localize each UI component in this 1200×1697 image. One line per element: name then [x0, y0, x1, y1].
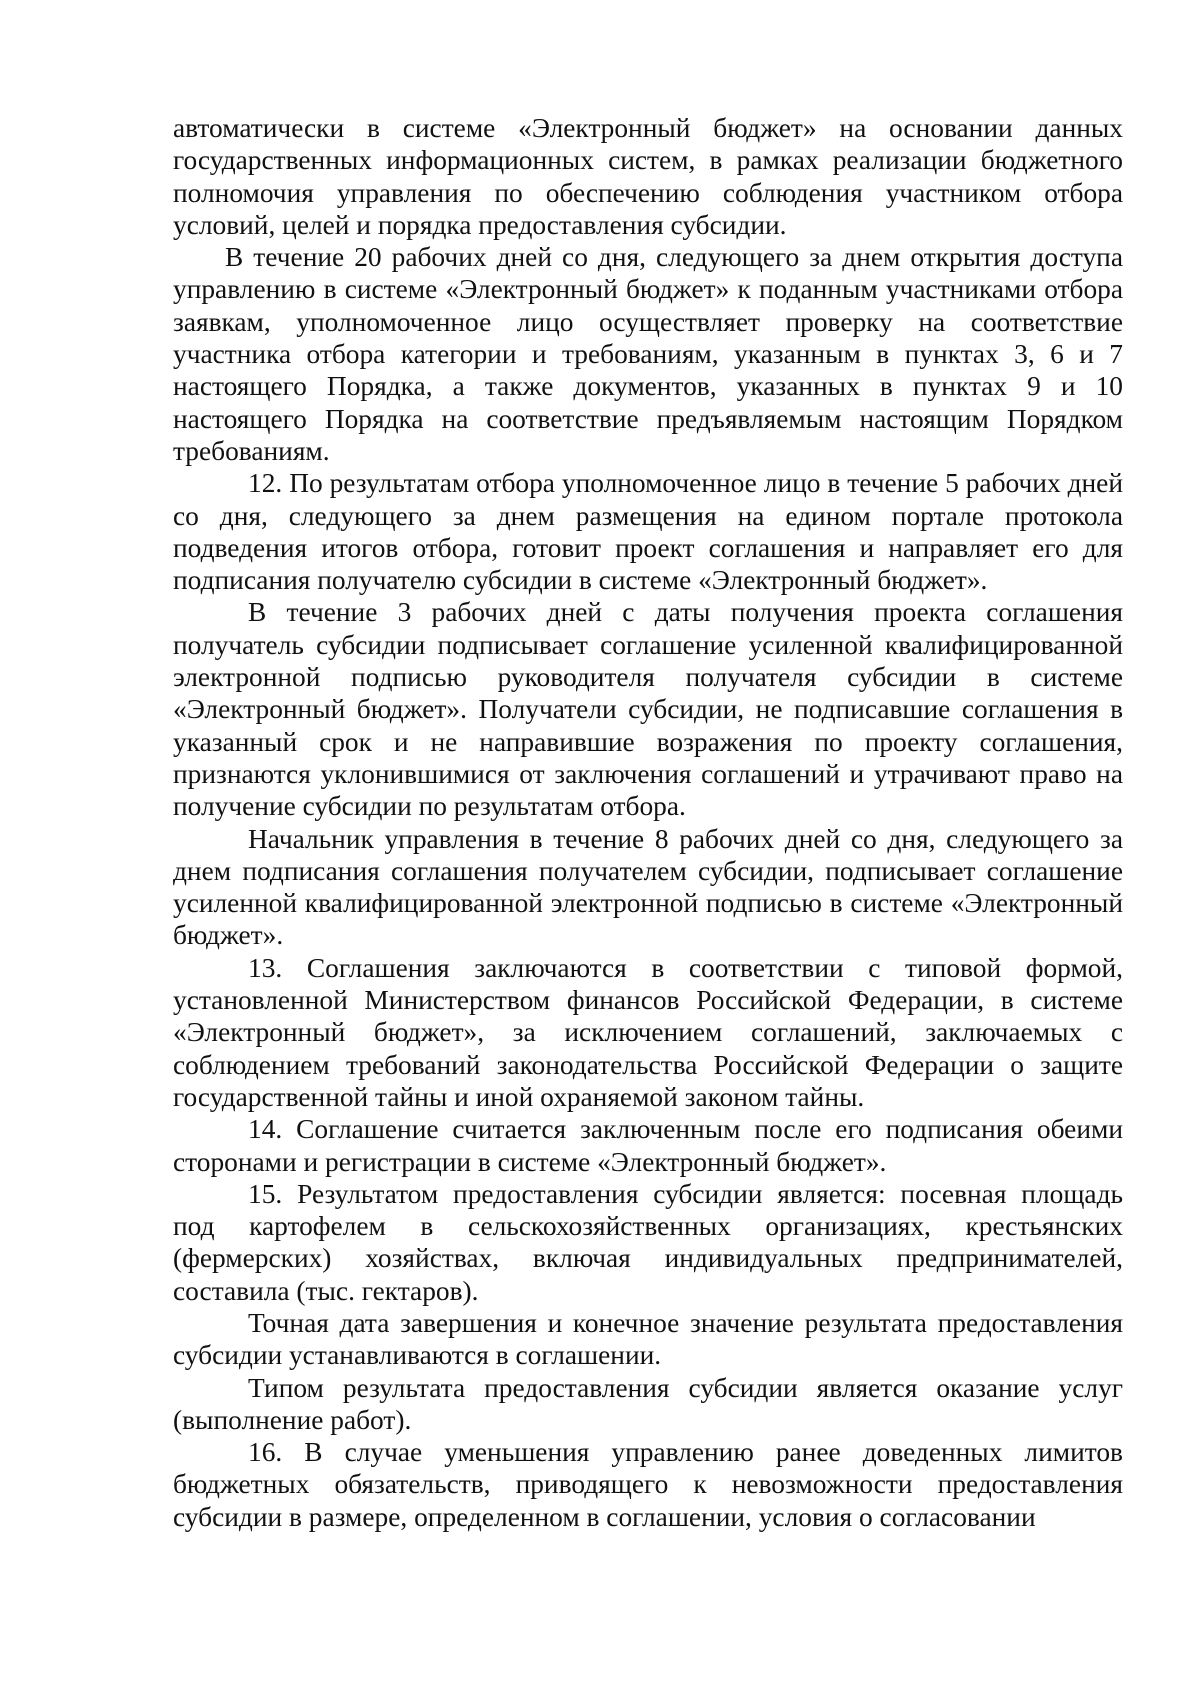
- paragraph-item-13: 13. Соглашения заключаются в соответствии с типовой формой, установленной Министерством финансов Российской Федерации, в системе «Электронный бюджет», за исключением соглашений, заключаемых с соблюдением требований законодательства Российской Федерации о защите государственной тайны и иной охраняемой законом тайны.: [173, 952, 1123, 1112]
- paragraph-item-14: 14. Соглашение считается заключенным после его подписания обеими сторонами и регистрации в системе «Электронный бюджет».: [173, 1114, 1123, 1177]
- paragraph-continuation: автоматически в системе «Электронный бюджет» на основании данных государственных информационных систем, в рамках реализации бюджетного полномочия управления по обеспечению соблюдения участником отбора условий, целей и порядка предоставления субсидии.: [173, 113, 1123, 240]
- paragraph-item-12: 12. По результатам отбора уполномоченное лицо в течение 5 рабочих дней со дня, следующего за днем размещения на едином портале протокола подведения итогов отбора, готовит проект соглашения и направляет его для подписания получателю субсидии в системе «Электронный бюджет».: [173, 468, 1123, 596]
- paragraph-item-16: 16. В случае уменьшения управлению ранее доведенных лимитов бюджетных обязательств, приводящего к невозможности предоставления субсидии в размере, определенном в соглашении, условия о согласовании: [173, 1437, 1123, 1532]
- paragraph-item-15: 15. Результатом предоставления субсидии является: посевная площадь под картофелем в сельскохозяйственных организациях, крестьянских (фермерских) хозяйствах, включая индивидуальных предпринимателей, составила (тыс. гектаров).: [173, 1178, 1123, 1306]
- paragraph-review-period: В течение 20 рабочих дней со дня, следующего за днем открытия доступа управлению в системе «Электронный бюджет» к поданным участниками отбора заявкам, уполномоченное лицо осуществляет проверку на соответствие участника отбора категории и требованиям, указанным в пунктах 3, 6 и 7 настоящего Порядка, а также документов, указанных в пунктах 9 и 10 настоящего Порядка на соответствие предъявляемым настоящим Порядком требованиям.: [173, 242, 1123, 466]
- document-page: [173, 112, 1123, 1533]
- paragraph-result-type: Типом результата предоставления субсидии является оказание услуг (выполнение работ).: [173, 1372, 1123, 1435]
- paragraph-result-date: Точная дата завершения и конечное значение результата предоставления субсидии устанавливаются в соглашении.: [173, 1307, 1123, 1371]
- paragraph-signing-period: В течение 3 рабочих дней с даты получения проекта соглашения получатель субсидии подписывает соглашение усиленной квалифицированной электронной подписью руководителя получателя субсидии в системе «Электронный бюджет». Получатели субсидии, не подписавшие соглашения в указанный срок и не направившие возражения по проекту соглашения, признаются уклонившимися от заключения соглашений и утрачивают право на получение субсидии по результатам отбора.: [173, 597, 1123, 822]
- paragraph-head-signature: Начальник управления в течение 8 рабочих дней со дня, следующего за днем подписания соглашения получателем субсидии, подписывает соглашение усиленной квалифицированной электронной подписью в системе «Электронный бюджет».: [173, 823, 1123, 951]
